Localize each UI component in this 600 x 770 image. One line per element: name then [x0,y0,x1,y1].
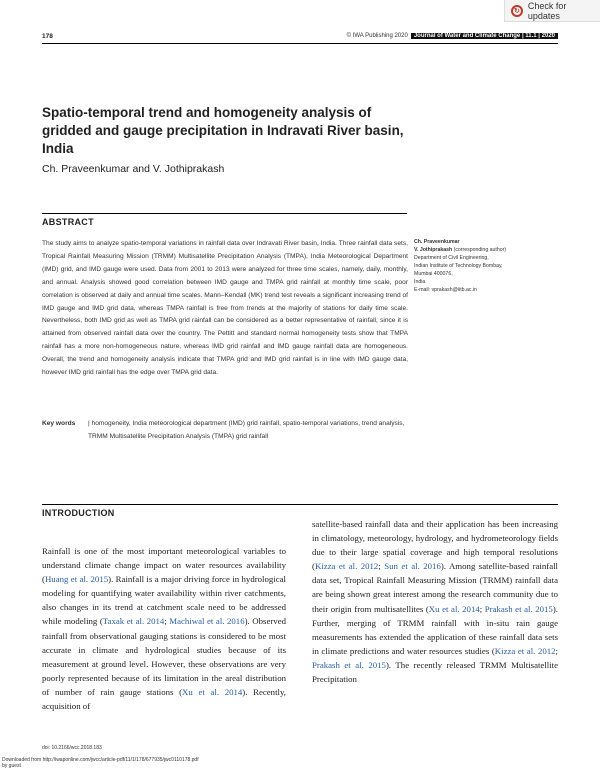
affil-name-1: Ch. Praveenkumar [414,239,460,245]
affil-inst: Indian Institute of Technology Bombay, [414,263,503,269]
body-text: ; [479,603,485,614]
affil-city: Mumbai 400076, [414,271,453,277]
body-text: satellite-based rainfall data and their application has been increasing in climatology, meteorology, hydrology, and hydrometeorology fields due to their large spatial coverage and high temporal resolutions ( [312,519,558,572]
body-text: Rainfall is one of the most important meteorological variables to understand climate change impact on water resources availability ( [42,546,286,585]
doi-label[interactable]: doi: 10.2166/wcc.2018.183 [42,745,102,751]
publisher-label: © IWA Publishing 2020 [346,33,408,39]
article-authors: Ch. Praveenkumar and V. Jothiprakash [42,163,225,175]
citation-link[interactable]: Prakash et al. 2015 [484,603,553,614]
check-for-updates-label: Check for updates [527,0,567,21]
citation-link[interactable]: Kizza et al. 2012 [314,561,379,572]
abstract-text: The study aims to analyze spatio-temporal variations in rainfall data over Indravati River basin, India. Three rainfall data sets, Tropical Rainfall Measuring Mission (TRMM) Multisatellite Precipitation Analysis (TMPA), India Meteorological Department (IMD) grid, and IMD gauge were used. Data from 2001 to 2013 were analyzed for three time scales, namely, daily, monthly, and annual. Analysis showed good correlation between IMD gauge and TMPA grid rainfall at monthly time scale, poor correlation is observed at daily and annual time scales. Mann–Kendall (MK) trend test reveals a significant increasing trend of IMD gauge and IMD grid data, whereas TMPA rainfall is free from trends at the majority of stations for daily time scale. Nevertheless, both IMD grid as well as TMPA grid rainfall can be considered as a better representative of rainfall, since it is attained from observed rainfall data over the country. The Pettitt and standard normal homogeneity tests show that TMPA rainfall has a more non-homogeneous nature, whereas IMD grid rainfall and IMD gauge rainfall data are homogeneous. Overall, the trend and homogeneity analysis indicate that TMPA grid and IMD grid rainfall is in line with IMD gauge data, however IMD grid rainfall has the edge over TMPA grid data. [42,240,408,377]
affil-dept: Department of Civil Engineering, [414,255,489,261]
citation-link[interactable]: Sun et al. 2016 [384,561,441,572]
introduction-column-1 [42,544,286,713]
citation-link[interactable]: Taxak et al. 2014 [102,616,165,627]
citation-link[interactable]: Xu et al. 2014 [182,686,243,697]
body-text: ). The recently released TRMM Multisatellite Precipitation [312,659,558,685]
body-text: ). Further, merging of TRMM rainfall with in-situ rain gauge measurements has extended the application of these rainfall data sets in climate predictions and water resources studies ( [312,603,558,656]
body-text: ; [378,561,385,572]
journal-label: Journal of Water and Climate Change | 11.1 | 2020 [411,33,558,39]
running-header [42,33,558,44]
body-text: ). Observed rainfall from observational gauging stations is considered to be most accurate in climate and hydrological studies because of its measurement at ground level. However, these observations are very poorly represented because of its limitation in the areal distribution of number of rain gauge stations ( [42,616,286,697]
body-text: ). Among satellite-based rainfall data set, Tropical Rainfall Measuring Mission (TRMM) rainfall data are being shown great interest among the research community due to their origin from multisatellites ( [312,561,558,614]
page-number: 178 [42,33,53,40]
citation-link[interactable]: Machiwal et al. 2016 [169,616,245,627]
article-title: Spatio-temporal trend and homogeneity analysis of gridded and gauge precipitation in Indravati River basin, India [42,105,404,156]
body-text: ; [164,616,170,627]
body-text: ). Recently, acquisition of [42,686,286,712]
affil-corresponding: (corresponding author) [452,247,507,253]
check-for-updates-badge[interactable] [504,0,600,22]
citation-link[interactable]: Kizza et al. 2012 [494,645,556,656]
body-text: ). Rainfall is a major driving force in hydrological modeling for quantifying water availability within river catchments, also changes in its trend at catchment scale need to be addressed while modeling ( [42,574,286,627]
download-line-2: by guest [2,763,21,769]
body-text: ; [555,645,558,656]
citation-link[interactable]: Huang et al. 2015 [44,574,109,585]
keywords-label: Key words [42,420,76,427]
update-icon: ↻ [511,5,523,17]
citation-link[interactable]: Xu et al. 2014 [428,603,480,614]
affil-name-2: V. Jothiprakash [414,247,453,253]
header-right [347,33,558,39]
author-affiliation [414,238,564,294]
download-notice [2,757,199,769]
citation-link[interactable]: Prakash et al. 2015 [312,659,386,670]
keywords-text: | homogeneity, India meteorological department (IMD) grid rainfall, spatio-temporal variations, trend analysis, TRMM Multisatellite Precipitation Analysis (TMPA) grid rainfall [88,420,405,440]
keywords [42,418,408,443]
introduction-heading: INTRODUCTION [42,504,558,518]
affil-email[interactable]: E-mail: vprakash@iitb.ac.in [414,287,477,293]
download-line-1: Downloaded from http://iwaponline.com/jwcc/article-pdf/11/1/178/677935/jwc0110178.pdf [2,757,199,763]
affil-country: India [414,279,426,285]
introduction-column-2 [312,517,558,686]
abstract-heading: ABSTRACT [42,213,407,227]
